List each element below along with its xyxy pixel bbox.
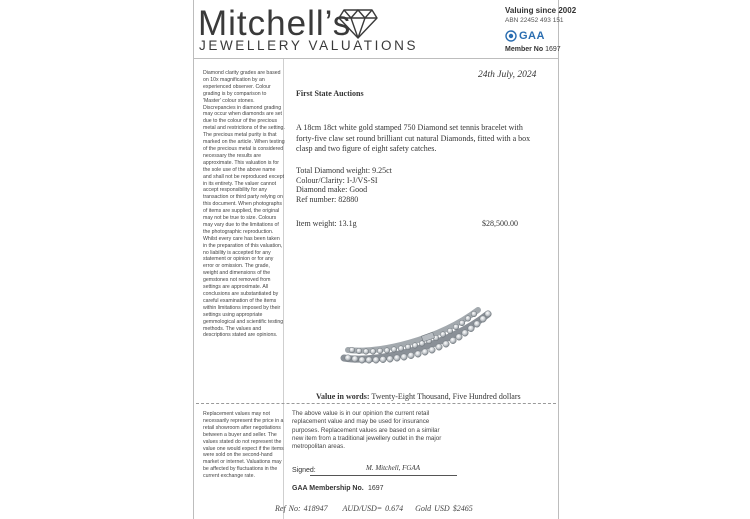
brand-subtitle: JEWELLERY VALUATIONS [199, 38, 419, 53]
signed-label: Signed: [292, 467, 316, 474]
member-value: 1697 [545, 46, 561, 53]
right-border [558, 0, 559, 519]
brand-name: Mitchell’s [198, 4, 352, 43]
replacement-disclaimer: Replacement values may not necessarily represent the price in a retail showroom after negotiations between a buyer and seller. The values stated do not represent the value one would expect if the items were sold on the second-hand market or internet. Valuations may be affected by fluctuations in the current exchange rate. [203, 411, 284, 480]
total-diamond-weight: Total Diamond weight: 9.25ct [296, 166, 392, 175]
gaa-membership-label: GAA Membership No. [292, 485, 364, 492]
client-name: First State Auctions [296, 89, 364, 98]
signature-line [310, 475, 457, 476]
item-price: $28,500.00 [482, 219, 518, 228]
gaa-logo [505, 29, 545, 43]
colour-clarity: Colour/Clarity: I-J/VS-SI [296, 175, 378, 185]
item-weight: Item weight: 13.1g [296, 219, 357, 228]
item-description: A 18cm 18ct white gold stamped 750 Diamond set tennis bracelet with forty-five claw set round brilliant cut natural Diamonds, fitted with a box clasp and two figure of eight safety catches. [296, 123, 531, 153]
value-in-words [316, 392, 521, 401]
value-words-text: Twenty-Eight Thousand, Five Hundred dollars [371, 392, 521, 401]
disclaimer-text: Diamond clarity grades are based on 10x magnification by an experienced observer. Colour grading is by comparison to 'Master' colour stones. Discrepancies in diamond grading may occur when diamonds are set due to the colour of the precious metal and restrictions of the setting. The precious metal purity is that marked on the article. When testing of the precious metal is considered necessary the results are approximate. This valuation is for the sole use of the above name and shall not be reproduced except in its entirety. The valuer cannot accept responsibility for any transaction or third party relying on this document. When photographs of items are supplied, the original may not be true to size. Colours may vary due to the limitations of the photographic reproduction. Whilst every care has been taken in the preparation of this valuation, no liability is accepted for any statement or opinion or for any error or omission. The grade, weight and dimensions of the gemstones not removed from settings are approximate. All conclusions are substantiated by careful examination of the items within limitations imposed by their settings using appropriate gemmological and scientific testing methods. The values and descriptions stated are opinions. [203, 70, 285, 339]
signature-name: M. Mitchell, FGAA [366, 464, 421, 472]
valuing-since: Valuing since 2002 [505, 6, 577, 15]
gaa-membership-number: 1697 [368, 485, 384, 492]
diamond-icon [338, 6, 378, 40]
bracelet-photo [338, 306, 500, 368]
header-info [505, 6, 577, 26]
replacement-opinion: The above value is in our opinion the current retail replacement value and may be used for insurance purposes. Replacement values are based on a similar new item from a traditional jewellery outlet in the major metropolitan areas. [292, 410, 442, 451]
gaa-emblem-icon [505, 30, 517, 42]
item-specifications [296, 166, 392, 204]
member-number [505, 46, 561, 53]
ref-number: Ref number: 82880 [296, 194, 359, 204]
dashed-divider [196, 403, 556, 404]
valuation-date: 24th July, 2024 [478, 70, 537, 80]
footer-reference: Ref No: 418947 AUD/USD= 0.674 Gold USD $2465 [275, 504, 473, 513]
header-divider [194, 58, 558, 59]
gaa-logo-text: GAA [519, 30, 545, 42]
member-label: Member No [505, 46, 544, 53]
value-words-label: Value in words: [316, 392, 370, 401]
abn-number: ABN 22452 493 151 [505, 17, 564, 24]
left-border [193, 0, 194, 519]
diamond-make: Diamond make: Good [296, 185, 368, 194]
